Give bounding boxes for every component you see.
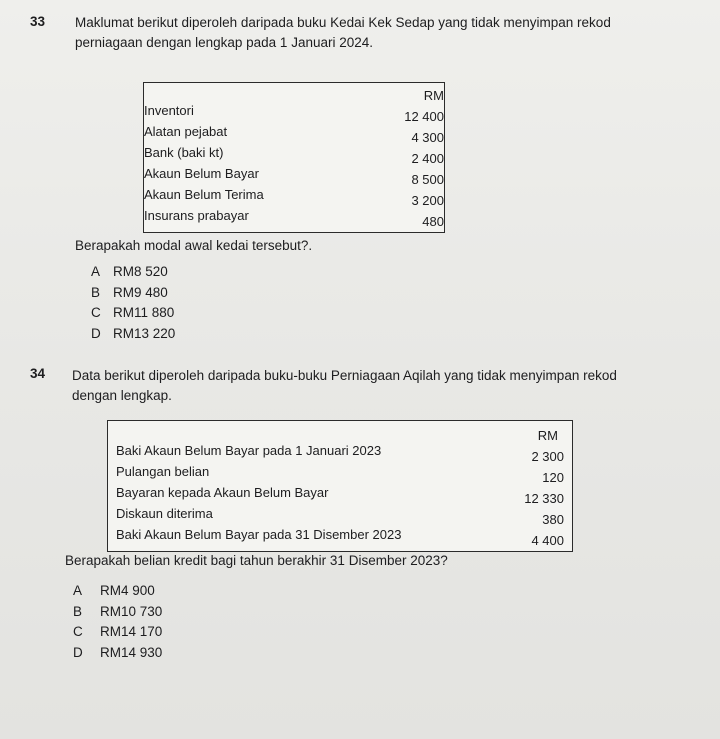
row-label: Inventori — [144, 103, 194, 118]
row-value: 3 200 — [411, 193, 444, 208]
row-value: 8 500 — [411, 172, 444, 187]
question-33-stem — [75, 13, 611, 53]
table-row — [144, 103, 445, 124]
question-33-prompt: Berapakah modal awal kedai tersebut?. — [75, 238, 313, 253]
option-letter: D — [91, 325, 101, 341]
stem-line: Maklumat berikut diperoleh daripada buku Kedai Kek Sedap yang tidak menyimpan rekod — [75, 15, 611, 30]
row-value: 2 400 — [411, 151, 444, 166]
option-letter: C — [73, 624, 83, 639]
option-letter: D — [73, 644, 83, 660]
option-text: RM8 520 — [113, 264, 168, 279]
option-d[interactable] — [91, 326, 175, 347]
unit-header: RM — [423, 88, 444, 103]
row-value: 2 300 — [531, 449, 564, 464]
question-34-prompt: Berapakah belian kredit bagi tahun berakhir 31 Disember 2023? — [65, 553, 448, 568]
option-a[interactable] — [73, 583, 162, 604]
option-c[interactable] — [73, 624, 162, 645]
stem-line: Data berikut diperoleh daripada buku-buku Perniagaan Aqilah yang tidak menyimpan rekod — [72, 368, 617, 383]
row-value: 4 300 — [411, 130, 444, 145]
option-letter: C — [91, 305, 101, 320]
table-row — [108, 527, 573, 551]
option-c[interactable] — [91, 305, 175, 326]
option-text: RM13 220 — [113, 325, 176, 341]
row-label: Insurans prabayar — [144, 208, 249, 223]
option-letter: A — [91, 264, 101, 279]
table-row — [108, 485, 573, 506]
option-letter: B — [91, 284, 101, 300]
option-text: RM14 930 — [100, 644, 163, 660]
row-label: Baki Akaun Belum Bayar pada 1 Januari 2023 — [116, 443, 382, 458]
question-34-number: 34 — [30, 366, 46, 381]
option-b[interactable] — [91, 285, 175, 306]
option-a[interactable] — [91, 264, 175, 285]
row-label: Baki Akaun Belum Bayar pada 31 Disember 2023 — [116, 527, 402, 542]
stem-line: perniagaan dengan lengkap pada 1 Januari 2024. — [75, 35, 374, 50]
stem-line: dengan lengkap. — [72, 388, 172, 403]
option-text: RM11 880 — [113, 305, 175, 320]
table-row — [144, 145, 445, 166]
row-label: Pulangan belian — [116, 464, 210, 479]
row-label: Akaun Belum Bayar — [144, 166, 259, 181]
table-row — [144, 124, 445, 145]
table-row — [108, 506, 573, 527]
option-letter: B — [73, 603, 83, 619]
row-value: 12 400 — [404, 109, 444, 124]
row-label: Diskaun diterima — [116, 506, 213, 521]
row-value: 480 — [422, 214, 444, 229]
question-34-stem — [72, 366, 617, 406]
option-d[interactable] — [73, 645, 162, 666]
row-value: 12 330 — [524, 491, 564, 506]
q33-data-table — [143, 82, 445, 233]
table-row — [108, 443, 573, 464]
table-row — [144, 208, 445, 232]
row-label: Alatan pejabat — [144, 124, 228, 139]
row-value: 380 — [542, 512, 564, 527]
table-row — [144, 187, 445, 208]
option-text: RM10 730 — [100, 603, 163, 619]
q34-options — [73, 583, 162, 665]
unit-header: RM — [537, 428, 558, 443]
row-label: Akaun Belum Terima — [144, 187, 264, 202]
option-text: RM4 900 — [100, 583, 155, 598]
option-letter: A — [73, 583, 83, 598]
q33-options — [91, 264, 175, 346]
option-text: RM14 170 — [100, 624, 163, 639]
row-value: 4 400 — [531, 533, 564, 548]
q34-data-table — [107, 420, 573, 552]
option-text: RM9 480 — [113, 284, 168, 300]
question-33-number: 33 — [30, 14, 46, 29]
row-value: 120 — [542, 470, 564, 485]
table-row — [108, 464, 573, 485]
row-label: Bayaran kepada Akaun Belum Bayar — [116, 485, 329, 500]
table-row — [144, 166, 445, 187]
option-b[interactable] — [73, 604, 162, 625]
row-label: Bank (baki kt) — [144, 145, 224, 160]
